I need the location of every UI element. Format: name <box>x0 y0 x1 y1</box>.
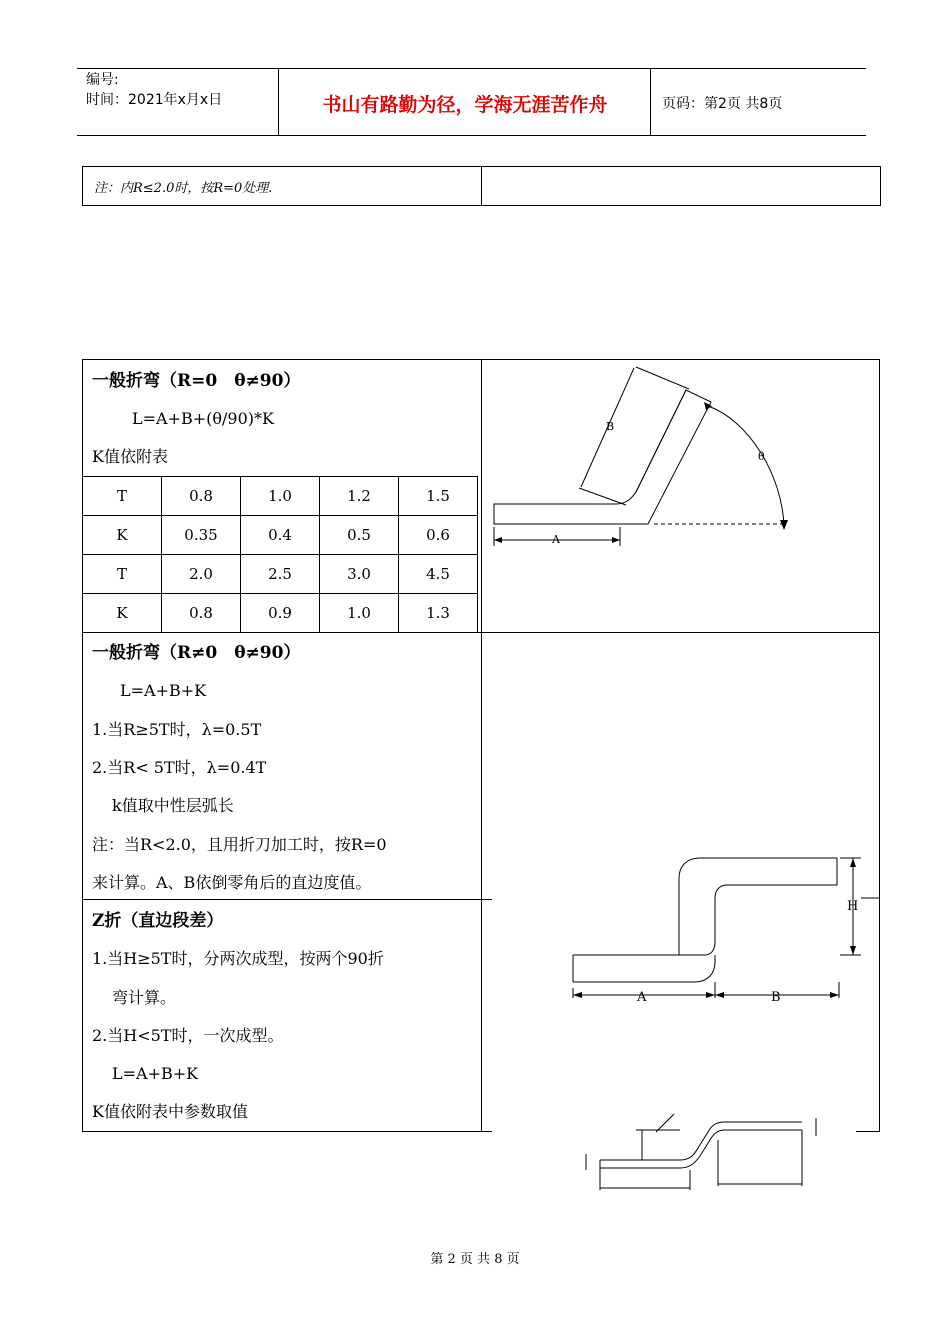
main-table-bottom-right <box>856 1131 880 1132</box>
table-row <box>83 477 478 516</box>
z-bottom-lower <box>573 955 715 982</box>
dim-h-arrow-top <box>850 858 856 867</box>
label-b: B <box>606 420 615 433</box>
table-cell: 1.0 <box>320 594 399 633</box>
section1-formula: L=A+B+(θ/90)*K <box>132 409 274 428</box>
dim-a-arrow-right <box>612 537 620 543</box>
main-table-left <box>82 359 83 1131</box>
table-cell: 0.4 <box>241 516 320 555</box>
section2-note-line1: 注：当R<2.0，且用折刀加工时，按R=0 <box>92 835 387 854</box>
main-table-right <box>879 359 880 1131</box>
table-cell: T <box>83 555 162 594</box>
label-a: A <box>637 990 647 1005</box>
section3-formula: L=A+B+K <box>112 1064 199 1083</box>
table-row <box>83 594 478 633</box>
section2-k-desc: k值取中性层弧长 <box>112 796 234 815</box>
dim-h-arrow-bottom <box>850 946 856 955</box>
section2-rule1: 1.当R≥5T时，λ=0.5T <box>92 720 262 739</box>
table-cell: 4.5 <box>399 555 478 594</box>
table-cell: 1.2 <box>320 477 399 516</box>
section3-k-note: K值依附表中参数取值 <box>92 1102 248 1121</box>
table-cell: K <box>83 594 162 633</box>
table-cell: 1.3 <box>399 594 478 633</box>
top-note: 注：内R≤2.0时，按R=0处理. <box>94 181 273 196</box>
theta-arc <box>708 406 784 526</box>
label-theta: θ <box>758 450 765 463</box>
header-divider-1 <box>278 68 279 136</box>
header-page-info: 页码：第2页 共8页 <box>662 96 783 112</box>
dim-b-ext-bottom <box>579 488 626 505</box>
table-row <box>83 516 478 555</box>
z-bend-diagram <box>565 850 880 1010</box>
table-cell: 0.8 <box>162 594 241 633</box>
header-top-rule <box>77 68 866 69</box>
main-table-middle <box>481 359 482 1131</box>
z-bend-sketch <box>580 1110 830 1195</box>
table-cell: 0.9 <box>241 594 320 633</box>
section1-k-note: K值依附表 <box>92 447 168 466</box>
header-divider-2 <box>650 68 651 136</box>
section3-title: Z折（直边段差） <box>92 911 224 931</box>
note-box-divider <box>481 166 482 206</box>
section3-rule1-line1: 1.当H≥5T时，分两次成型，按两个90折 <box>92 949 384 968</box>
table-cell: T <box>83 477 162 516</box>
label-a: A <box>552 533 560 546</box>
section2-title: 一般折弯（R≠0 θ≠90） <box>92 643 301 663</box>
section2-formula: L=A+B+K <box>120 681 207 700</box>
table-cell: K <box>83 516 162 555</box>
dim-b-ext-top <box>636 367 689 389</box>
sketch-lower-line <box>600 1130 802 1168</box>
header-motto: 书山有路勤为径，学海无涯苦作舟 <box>322 94 608 116</box>
section1-title: 一般折弯（R=0 θ≠90） <box>92 371 301 391</box>
dim-b-arrow-left <box>715 992 724 998</box>
table-cell: 1.0 <box>241 477 320 516</box>
sketch-dim-c <box>656 1114 674 1132</box>
bend-angle-diagram <box>486 362 876 572</box>
time-label: 时间：2021年x月x日 <box>86 92 223 108</box>
section3-rule2: 2.当H<5T时，一次成型。 <box>92 1026 284 1045</box>
z-part-outer <box>573 858 837 955</box>
table-cell: 0.5 <box>320 516 399 555</box>
table-cell: 2.0 <box>162 555 241 594</box>
page-footer: 第 2 页 共 8 页 <box>430 1252 520 1267</box>
table-row <box>83 555 478 594</box>
section2-rule2: 2.当R< 5T时，λ=0.4T <box>92 758 267 777</box>
bend-part-outline <box>494 390 711 524</box>
bend-inner-edge <box>636 390 686 492</box>
table-cell: 0.6 <box>399 516 478 555</box>
dim-a-arrow-right <box>706 992 715 998</box>
table-cell: 1.5 <box>399 477 478 516</box>
dim-a-arrow-left <box>573 992 582 998</box>
label-b: B <box>771 990 781 1005</box>
dim-a-arrow-left <box>494 537 502 543</box>
header-meta <box>86 70 222 110</box>
k-value-table <box>82 476 478 633</box>
table-cell: 0.35 <box>162 516 241 555</box>
table-cell: 2.5 <box>241 555 320 594</box>
section3-rule1-line2: 弯计算。 <box>112 988 177 1007</box>
section2-note-line2: 来计算。A、B依倒零角后的直边度值。 <box>92 873 372 892</box>
theta-arrow-bottom <box>780 520 788 530</box>
dim-b-arrow-right <box>830 992 839 998</box>
table-cell: 0.8 <box>162 477 241 516</box>
header-bottom-rule <box>77 135 866 136</box>
label-h: H <box>847 899 859 914</box>
table-cell: 3.0 <box>320 555 399 594</box>
code-label: 编号: <box>86 72 119 88</box>
